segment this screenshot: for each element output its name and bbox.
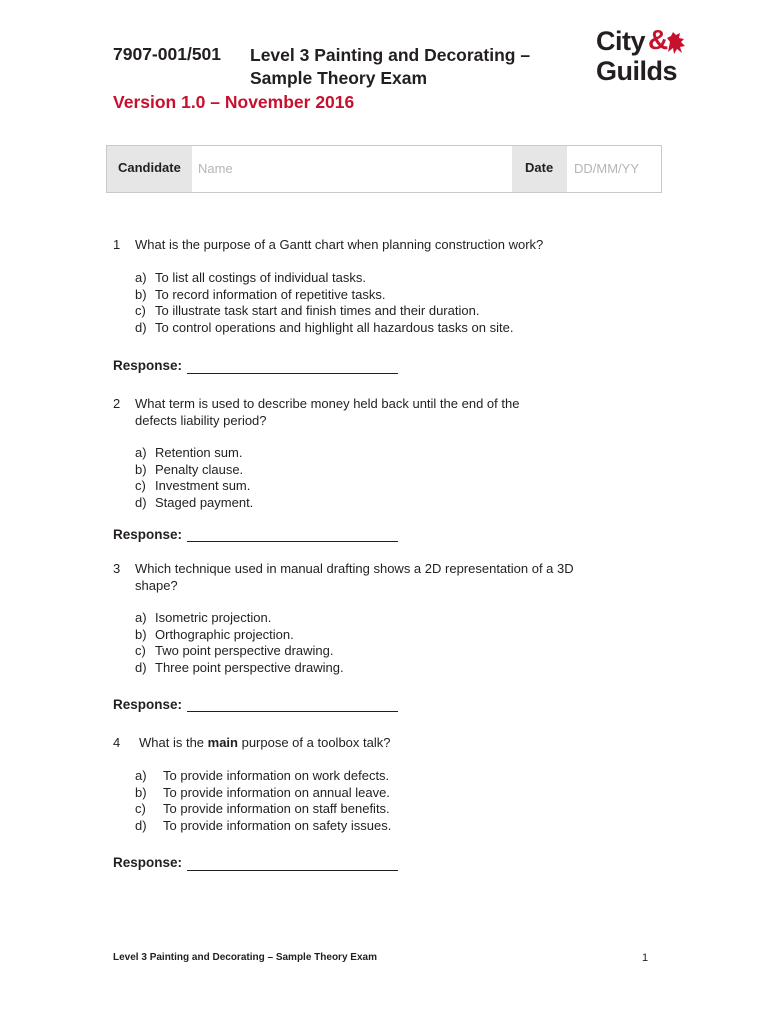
question-number: 1	[113, 237, 121, 252]
option-text: Isometric projection.	[155, 610, 272, 625]
question-text-start: What is the	[139, 735, 208, 750]
option-letter: b)	[135, 784, 147, 800]
option-text: Orthographic projection.	[155, 626, 294, 642]
option-b	[135, 287, 386, 304]
option-letter: d)	[135, 817, 147, 833]
question-text-emphasis: main	[207, 735, 238, 750]
option-text: To provide information on safety issues.	[163, 817, 392, 833]
option-text: To control operations and highlight all hazardous tasks on site.	[155, 319, 514, 335]
option-text: Two point perspective drawing.	[155, 643, 334, 658]
option-letter: b)	[135, 286, 147, 302]
option-text: Investment sum.	[155, 478, 251, 493]
option-d	[135, 818, 391, 835]
option-letter: c)	[135, 801, 146, 816]
response-label: Response:	[113, 527, 183, 542]
option-a	[135, 610, 271, 627]
response-field[interactable]	[187, 356, 398, 374]
logo-city-text: City	[596, 26, 646, 56]
option-b	[135, 627, 294, 644]
option-text: To provide information on staff benefits.	[163, 801, 390, 816]
exam-title-line2: Sample Theory Exam	[250, 68, 428, 88]
page-number: 1	[642, 952, 649, 964]
response-field[interactable]	[187, 524, 398, 542]
option-text: Staged payment.	[155, 494, 254, 510]
option-d	[135, 320, 513, 337]
option-a	[135, 270, 366, 287]
option-letter: a)	[135, 270, 147, 285]
option-text: To illustrate task start and finish times and their duration.	[155, 303, 480, 318]
option-c	[135, 303, 479, 320]
option-letter: d)	[135, 659, 147, 675]
question-text-end: purpose of a toolbox talk?	[237, 735, 391, 750]
option-d	[135, 495, 253, 512]
option-c	[135, 478, 250, 495]
logo-ampersand: &	[648, 24, 669, 55]
response-label: Response:	[113, 358, 183, 373]
response-label: Response:	[113, 855, 183, 870]
option-letter: a)	[135, 445, 147, 460]
page-footer: Level 3 Painting and Decorating – Sample Theory Exam	[113, 952, 377, 963]
option-d	[135, 660, 344, 677]
option-letter: c)	[135, 478, 146, 493]
option-letter: c)	[135, 643, 146, 658]
exam-title-line1: Level 3 Painting and Decorating –	[250, 45, 531, 65]
candidate-label: Candidate	[107, 146, 192, 192]
exam-title	[250, 44, 530, 90]
option-text: To record information of repetitive tasks.	[155, 286, 386, 302]
question-text: Which technique used in manual drafting shows a 2D representation of a 3D shape?	[135, 561, 574, 593]
option-text: Retention sum.	[155, 445, 243, 460]
option-a	[135, 768, 389, 785]
response-field[interactable]	[187, 694, 398, 712]
option-c	[135, 801, 390, 818]
option-letter: a)	[135, 610, 147, 625]
option-letter: b)	[135, 461, 147, 477]
date-field[interactable]: DD/MM/YY	[574, 161, 639, 176]
option-c	[135, 643, 333, 660]
option-text: Penalty clause.	[155, 461, 244, 477]
date-label: Date	[512, 146, 567, 192]
option-letter: c)	[135, 303, 146, 318]
option-letter: b)	[135, 626, 147, 642]
question-number: 2	[113, 396, 121, 411]
option-text: To provide information on work defects.	[163, 768, 390, 783]
question-text: What is the purpose of a Gantt chart when planning construction work?	[135, 237, 544, 252]
response-label: Response:	[113, 697, 183, 712]
response-field[interactable]	[187, 853, 398, 871]
option-text: To list all costings of individual tasks.	[155, 270, 366, 285]
version-label: Version 1.0 – November 2016	[113, 92, 355, 112]
candidate-details-box	[106, 145, 662, 193]
question-text: What term is used to describe money held back until the end of the defects liability period?	[135, 396, 520, 428]
option-b	[135, 785, 390, 802]
question-number: 3	[113, 561, 121, 576]
city-and-guilds-logo	[596, 26, 696, 90]
lion-icon	[664, 30, 688, 56]
option-letter: d)	[135, 319, 147, 335]
logo-guilds-text: Guilds	[596, 56, 678, 86]
option-letter: d)	[135, 494, 147, 510]
option-text: Three point perspective drawing.	[155, 659, 344, 675]
qualification-code: 7907-001/501	[113, 44, 222, 64]
question-number: 4	[113, 735, 121, 750]
option-letter: a)	[135, 768, 147, 783]
option-b	[135, 462, 243, 479]
option-a	[135, 445, 242, 462]
option-text: To provide information on annual leave.	[163, 784, 390, 800]
candidate-name-field[interactable]: Name	[198, 161, 233, 176]
question-text	[139, 735, 579, 752]
